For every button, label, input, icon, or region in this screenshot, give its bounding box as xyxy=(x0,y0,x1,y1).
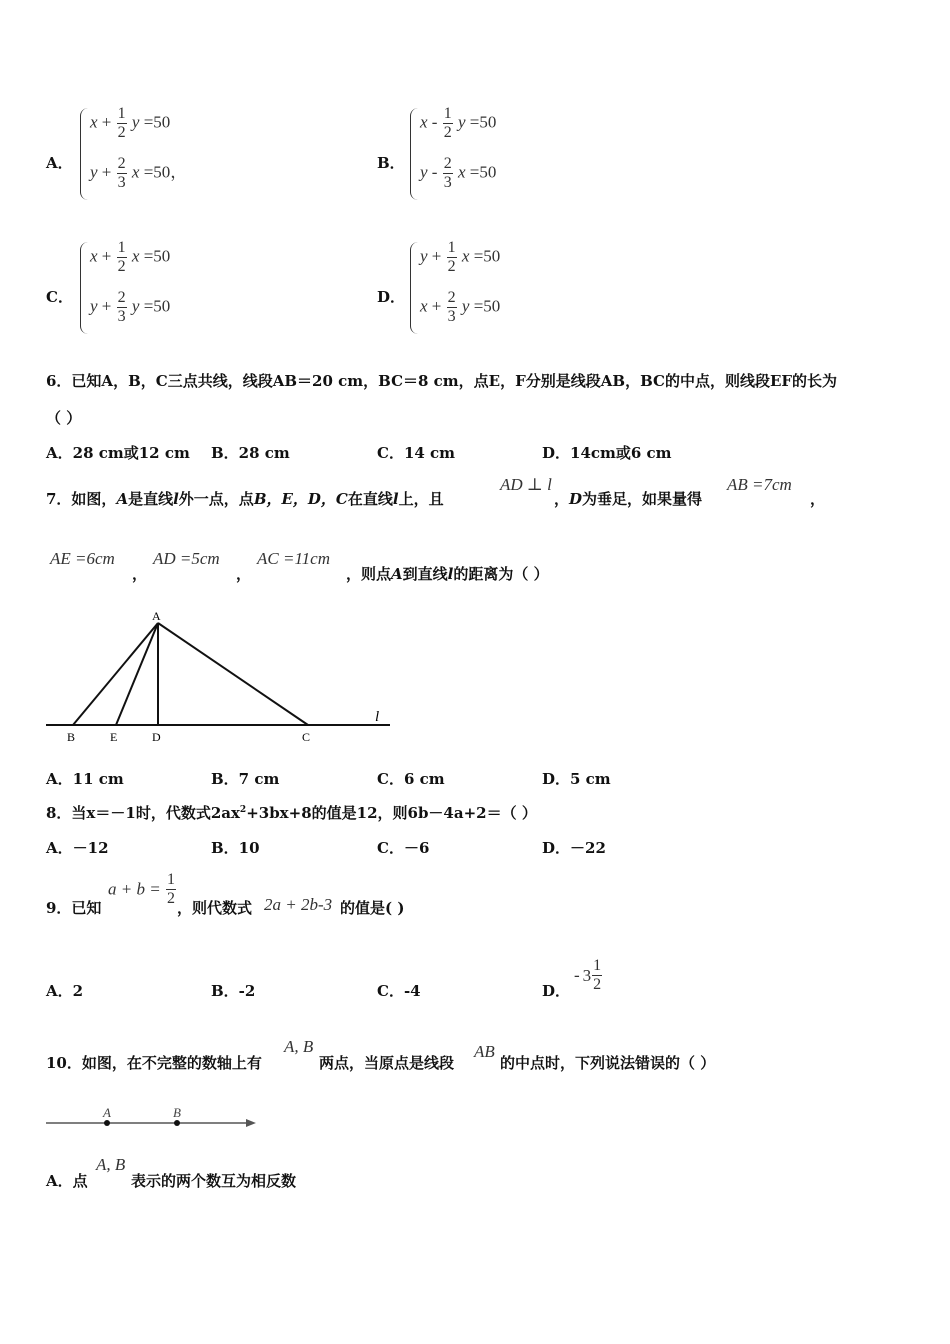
q5-option-b-system xyxy=(410,106,530,206)
label-d: D xyxy=(152,730,161,744)
equation-1: x - $\frac{1}{2}$ y =50 xyxy=(420,105,497,141)
q5-option-b-label[interactable]: B． xyxy=(377,154,405,172)
equation-1: y + $\frac{1}{2}$ x =50 xyxy=(420,239,501,275)
label-l: l xyxy=(375,709,380,725)
q6-option-d[interactable]: D．14cm或6 cm xyxy=(542,444,672,462)
point-a xyxy=(104,1120,110,1126)
q8-option-d[interactable]: D．－22 xyxy=(542,839,606,857)
q7-sep-2: ， xyxy=(236,565,252,583)
q10-option-a-t1[interactable]: A．点 xyxy=(46,1172,88,1190)
q9-option-b[interactable]: B．-2 xyxy=(211,982,256,1000)
q8-option-b[interactable]: B．10 xyxy=(211,839,260,857)
q7-stem-line1b: ，D为垂足，如果量得 xyxy=(554,490,703,508)
q7-math-ad-perp-l: AD ⊥ l xyxy=(500,475,552,494)
q7-sep-1: ， xyxy=(132,565,148,583)
q9-option-d-label[interactable]: D． xyxy=(542,982,571,1000)
q7-math-ab: AB =7cm xyxy=(727,475,792,494)
q8-option-c[interactable]: C．－6 xyxy=(377,839,430,857)
q5-option-c-system xyxy=(80,240,200,340)
q8-option-a[interactable]: A．－12 xyxy=(46,839,109,857)
arrow-head-icon xyxy=(246,1119,256,1127)
q5-option-a-system xyxy=(80,106,200,206)
q9-stem-t2: ，则代数式 xyxy=(177,899,253,917)
equation-2: y + $\frac{2}{3}$ y =50 xyxy=(90,289,171,325)
q10-number-line xyxy=(40,1100,270,1140)
brace xyxy=(410,242,418,334)
q10-option-a-t2: 表示的两个数互为相反数 xyxy=(131,1172,297,1190)
q6-option-a[interactable]: A．28 cm或12 cm xyxy=(46,444,190,462)
q9-option-c[interactable]: C．-4 xyxy=(377,982,421,1000)
brace xyxy=(80,242,88,334)
q5-option-c-label[interactable]: C． xyxy=(46,288,73,306)
q5-option-d-label[interactable]: D． xyxy=(377,288,406,306)
q7-option-a[interactable]: A．11 cm xyxy=(46,770,124,788)
brace xyxy=(80,108,88,200)
q7-math-ae: AE =6cm xyxy=(50,549,115,568)
q9-option-a[interactable]: A．2 xyxy=(46,982,84,1000)
q7-math-ad: AD =5cm xyxy=(153,549,220,568)
label-c: C xyxy=(302,730,311,744)
label-a: A xyxy=(103,1105,111,1120)
q10-math-ab-segment: AB xyxy=(474,1042,495,1061)
label-b: B xyxy=(173,1105,181,1120)
q9-option-d-value: - 3 $\frac{1}{2}$ xyxy=(574,957,602,993)
segment-ac xyxy=(158,623,308,725)
q5-option-d-system xyxy=(410,240,530,340)
equation-2: x + $\frac{2}{3}$ y =50 xyxy=(420,289,501,325)
q9-math-condition: a + b = $\frac{1}{2}$ xyxy=(108,871,175,907)
q10-stem-t2: 两点，当原点是线段 xyxy=(319,1054,455,1072)
q10-stem-t1: 10．如图，在不完整的数轴上有 xyxy=(46,1054,262,1072)
q6-option-c[interactable]: C．14 cm xyxy=(377,444,456,462)
q9-stem-t3: 的值是( ) xyxy=(340,899,405,917)
q7-comma: ， xyxy=(810,490,826,508)
label-a: A xyxy=(152,609,161,623)
equation-1: x + $\frac{1}{2}$ x =50 xyxy=(90,239,171,275)
q8-stem: 8．当x＝－1时，代数式$2ax^2+3bx+8$的值是12，则6b－4a+2＝（ ） xyxy=(46,804,537,822)
label-e: E xyxy=(110,730,118,744)
q10-stem-t3: 的中点时，下列说法错误的（ ） xyxy=(500,1054,716,1072)
q6-stem-line2: （ ） xyxy=(46,409,82,427)
label-b: B xyxy=(67,730,76,744)
q7-stem-line2: ，则点A到直线l的距离为（ ） xyxy=(346,565,549,583)
q7-triangle-figure xyxy=(40,605,400,750)
q7-option-c[interactable]: C．6 cm xyxy=(377,770,445,788)
point-b xyxy=(174,1120,180,1126)
equation-2: y + $\frac{2}{3}$ x =50， xyxy=(90,155,188,191)
q7-option-b[interactable]: B．7 cm xyxy=(211,770,280,788)
q6-stem-line1: 6．已知A，B，C三点共线，线段AB＝20 cm，BC＝8 cm，点E，F分别是线段AB，BC的中点，则线段EF的长为 xyxy=(46,372,838,390)
segment-ab xyxy=(73,623,158,725)
brace xyxy=(410,108,418,200)
q7-option-d[interactable]: D．5 cm xyxy=(542,770,611,788)
q9-stem-t1: 9．已知 xyxy=(46,899,102,917)
segment-ae xyxy=(116,623,158,725)
q9-math-expr: 2a + 2b-3 xyxy=(264,895,333,914)
equation-1: x + $\frac{1}{2}$ y =50 xyxy=(90,105,171,141)
q5-option-a-label[interactable]: A． xyxy=(46,154,73,172)
q10-math-ab-points: A, B xyxy=(284,1037,314,1056)
q6-option-b[interactable]: B．28 cm xyxy=(211,444,290,462)
q7-math-ac: AC =11cm xyxy=(257,549,331,568)
q10-option-a-math: A, B xyxy=(96,1155,126,1174)
equation-2: y - $\frac{2}{3}$ x =50 xyxy=(420,155,497,191)
q7-stem-line1: 7．如图，A是直线l外一点，点B，E，D，C在直线l上，且 xyxy=(46,490,444,508)
